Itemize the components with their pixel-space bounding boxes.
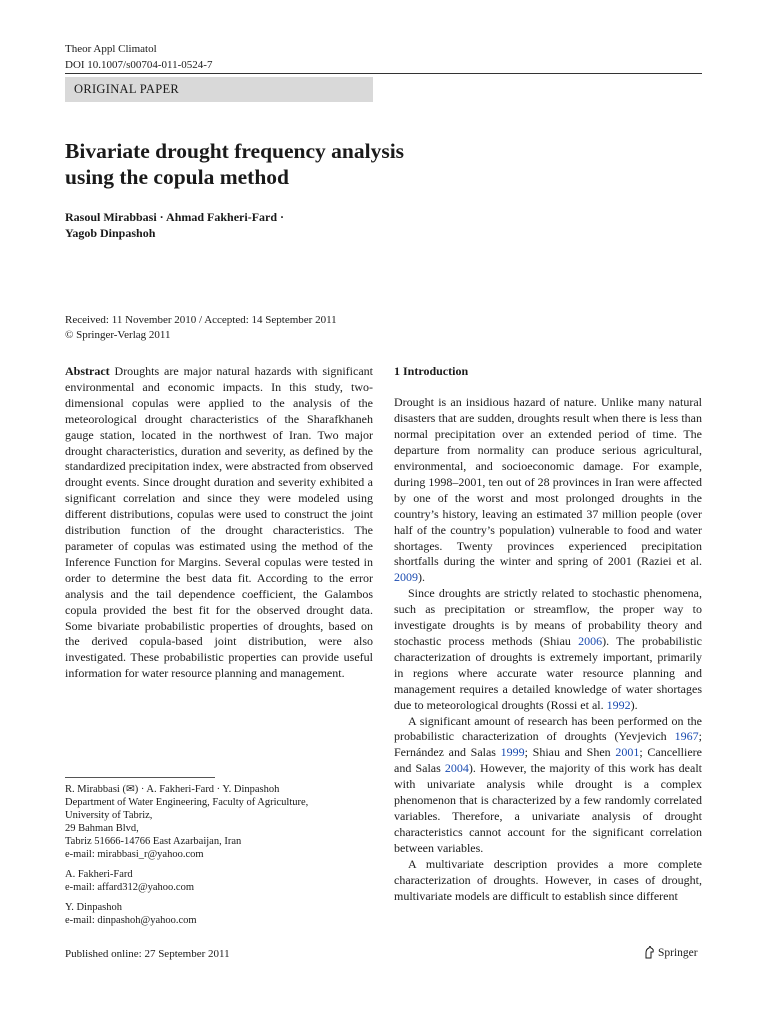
fn-city: Tabriz 51666-14766 East Azarbaijan, Iran	[65, 836, 242, 847]
received-accepted: Received: 11 November 2010 / Accepted: 14 September 2011	[65, 314, 337, 326]
abstract-column	[65, 364, 373, 682]
citation-link[interactable]: 2009	[394, 570, 418, 585]
citation-link[interactable]: 2006	[578, 634, 603, 648]
intro-paragraph-2	[394, 586, 702, 713]
affiliation-main	[65, 783, 375, 861]
fn-authors: R. Mirabbasi (✉) · A. Fakheri-Fard · Y. Dinpashoh	[65, 784, 280, 795]
p3-text-d: ; Cancelliere and Salas	[394, 745, 702, 776]
copyright: © Springer-Verlag 2011	[65, 329, 171, 341]
journal-header	[65, 41, 212, 73]
doi[interactable]: DOI 10.1007/s00704-011-0524-7	[65, 59, 213, 71]
affiliation-3	[65, 901, 375, 927]
p1-text: Drought is an insidious hazard of nature. Unlike many natural disasters that are sudden, droughts result when there is less than normal precipitation over an extended period of time. The departure from normality can produce serious agricultural, environmental, and socioeconomic damage. For example, during 1998–2001, ten out of 28 provinces in Iran were affected by one of the worst and most prolonged droughts in the country’s history, leaving an estimated 37 million people (over half of the country’s population) vulnerable to food and water shortages. Twenty provinces experienced precipitation shortfalls during the winter and spring of 2001 (Raziei et al.	[394, 395, 702, 569]
fn-name-3: Y. Dinpashoh	[65, 902, 122, 913]
citation-link[interactable]: 1967	[674, 729, 699, 744]
author-list	[65, 209, 284, 241]
fn-name-2: A. Fakheri-Fard	[65, 869, 133, 880]
abstract-label: Abstract	[65, 364, 110, 378]
category-badge: ORIGINAL PAPER	[65, 77, 373, 102]
p3-text-b: ; Fernández and Salas	[394, 729, 702, 760]
fn-email-1[interactable]: e-mail: mirabbasi_r@yahoo.com	[65, 849, 204, 860]
p2-text-c: ).	[630, 697, 638, 712]
publisher-logo	[644, 946, 698, 959]
title-line-1: Bivariate drought frequency analysis	[65, 139, 405, 163]
p3-text-e: ). However, the majority of this work has dealt with univariate analysis while drought is a complex phenomenon that is characterized by a few randomly correlated variables. Therefore, a univariate analysis of drought characteristics cannot account for the significant correlation between variables.	[394, 761, 702, 855]
published-online: Published online: 27 September 2011	[65, 948, 230, 960]
citation-link[interactable]: 2004	[444, 761, 469, 776]
article-dates	[65, 313, 337, 343]
p3-text-c: ; Shiau and Shen	[524, 745, 616, 760]
abstract	[65, 364, 373, 682]
citation-link[interactable]: 1999	[500, 745, 525, 760]
p2-text-b: ). The probabilistic characterization of droughts is extremely important, primarily in regions where accurate water resource planning and management requires a detailed knowledge of water shortages due to meteorological droughts (Rossi et al.	[394, 634, 702, 712]
publisher-name: Springer	[658, 946, 698, 959]
title-line-2: using the copula method	[65, 165, 289, 189]
abstract-text: Droughts are major natural hazards with significant environmental and economic impacts. In this study, two-dimensional copulas were applied to the analysis of the meteorological drought characteristics of the Sharafkhaneh gauge station, located in the northwest of Iran. Two major drought characteristics, duration and severity, as defined by the standardized precipitation index, were abstracted from observed drought events. Since drought duration and severity exhibited a significant correlation and since they were modeled using different distributions, copulas were used to construct the joint distribution function of the drought characteristics. The parameter of copulas was estimated using the method of the Inference Function for Margins. Several copulas were tested in order to determine the best data fit. According to the error analysis and the tail dependence coefficient, the Galambos copula provided the best fit for the observed drought data. Some bivariate probabilistic properties of droughts, based on the derived copula-based joint distribution, were also investigated. These probabilistic properties can provide useful information for water resource planning and management.	[65, 364, 373, 681]
springer-horse-icon	[644, 946, 655, 959]
affiliation-2	[65, 868, 375, 894]
authors-line-2: Yagob Dinpashoh	[65, 226, 156, 240]
journal-name: Theor Appl Climatol	[65, 43, 157, 55]
introduction-column	[394, 364, 702, 904]
fn-street: 29 Bahman Blvd,	[65, 823, 139, 834]
paper-title	[65, 138, 585, 190]
footnote-rule	[65, 777, 215, 778]
fn-univ: University of Tabriz,	[65, 810, 153, 821]
fn-email-2[interactable]: e-mail: affard312@yahoo.com	[65, 882, 195, 893]
fn-email-3[interactable]: e-mail: dinpashoh@yahoo.com	[65, 915, 197, 926]
intro-paragraph-4: A multivariate description provides a more complete characterization of droughts. However, in cases of drought, multivariate models are difficult to establish since different	[394, 856, 702, 903]
authors-line-1: Rasoul Mirabbasi · Ahmad Fakheri-Fard ·	[65, 210, 285, 224]
intro-paragraph-1	[394, 395, 702, 586]
p3-text-a: A significant amount of research has been performed on the probabilistic characterization of droughts (Yevjevich	[394, 713, 702, 744]
section-heading: 1 Introduction	[394, 364, 469, 378]
fn-dept: Department of Water Engineering, Faculty of Agriculture,	[65, 797, 309, 808]
author-affiliations	[65, 783, 375, 934]
p2-text-a: Since droughts are strictly related to stochastic phenomena, such as precipitation or streamflow, the proper way to investigate droughts is by means of probability theory and stochastic process methods (Shiau	[394, 586, 702, 648]
citation-link[interactable]: 1992	[606, 697, 631, 712]
intro-paragraph-3	[394, 714, 702, 857]
p1-end: ).	[418, 570, 425, 585]
citation-link[interactable]: 2001	[615, 745, 640, 760]
header-rule	[65, 73, 702, 74]
